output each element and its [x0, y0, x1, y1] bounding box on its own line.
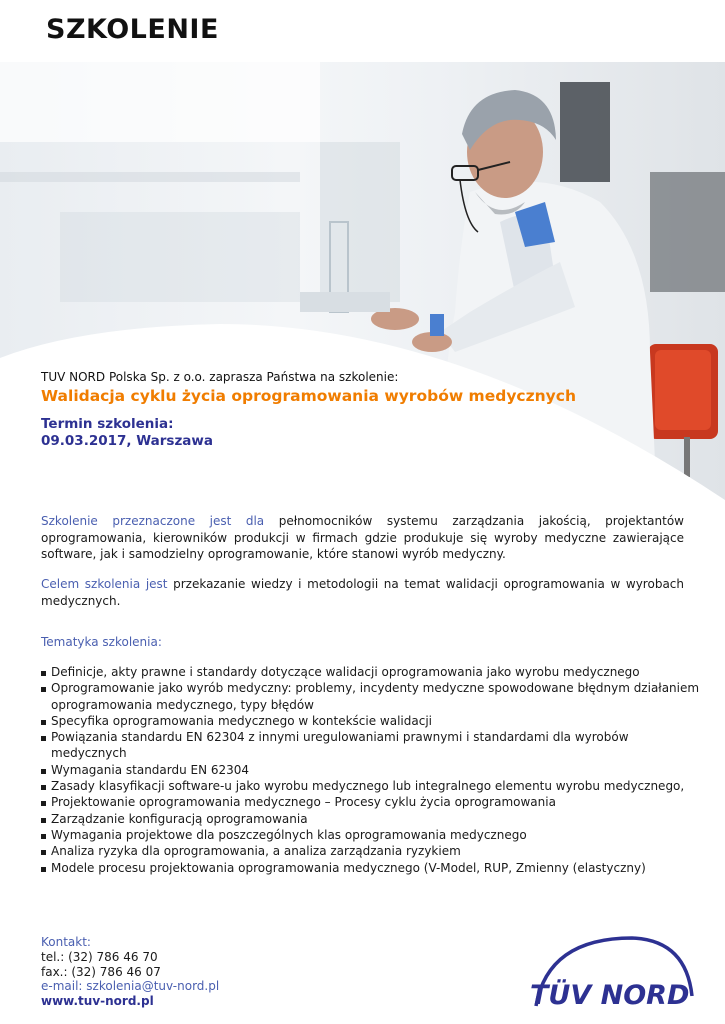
list-item: Powiązania standardu EN 62304 z innymi uregulowaniami prawnymi i standardami dla wyrobów medycznych [41, 729, 701, 762]
contact-block [41, 935, 219, 1009]
topics-label: Tematyka szkolenia: [41, 635, 162, 649]
list-item: Oprogramowanie jako wyrób medyczny: problemy, incydenty medyczne spowodowane błędnym działaniem oprogramowania medycznego, typy błędów [41, 680, 701, 713]
term-value: 09.03.2017, Warszawa [41, 433, 213, 449]
intro-text: TUV NORD Polska Sp. z o.o. zaprasza Państwa na szkolenie: [41, 370, 399, 384]
contact-fax: fax.: (32) 786 46 07 [41, 964, 161, 979]
tuv-nord-logo [528, 934, 694, 1012]
goal-text: przekazanie wiedzy i metodologii na temat walidacji oprogramowania w wyrobach medycznych. [41, 577, 684, 608]
topics-list [41, 664, 701, 876]
logo-text: TÜV NORD [530, 980, 690, 1011]
audience-paragraph [41, 513, 684, 563]
page-title: SZKOLENIE [46, 14, 219, 45]
list-item: Analiza ryzyka dla oprogramowania, a analiza zarządzania ryzykiem [41, 843, 701, 859]
goal-lead: Celem szkolenia jest [41, 577, 168, 591]
list-item: Projektowanie oprogramowania medycznego – Procesy cyklu życia oprogramowania [41, 794, 701, 810]
list-item: Wymagania standardu EN 62304 [41, 762, 701, 778]
contact-label: Kontakt: [41, 935, 91, 949]
audience-text: pełnomocników systemu zarządzania jakością, projektantów oprogramowania, kierowników produkcji w firmach gdzie produkuje się wyroby medyczne zawierające software, jak i samodzielny oprogramowanie, które stanowi wyrób medyczny. [41, 514, 684, 561]
list-item: Definicje, akty prawne i standardy dotyczące walidacji oprogramowania jako wyrobu medycznego [41, 664, 701, 680]
course-title: Walidacja cyklu życia oprogramowania wyrobów medycznych [41, 387, 576, 405]
list-item: Wymagania projektowe dla poszczególnych klas oprogramowania medycznego [41, 827, 701, 843]
list-item: Zarządzanie konfiguracją oprogramowania [41, 811, 701, 827]
list-item: Zasady klasyfikacji software-u jako wyrobu medycznego lub integralnego elementu wyrobu medycznego, [41, 778, 701, 794]
list-item: Specyfika oprogramowania medycznego w kontekście walidacji [41, 713, 701, 729]
term-label: Termin szkolenia: [41, 416, 174, 432]
list-item: Modele procesu projektowania oprogramowania medycznego (V-Model, RUP, Zmienny (elastyczny) [41, 860, 701, 876]
contact-email-link[interactable]: e-mail: szkolenia@tuv-nord.pl [41, 979, 220, 994]
audience-lead: Szkolenie przeznaczone jest dla [41, 514, 265, 528]
website-link[interactable]: www.tuv-nord.pl [41, 994, 154, 1009]
goal-paragraph [41, 576, 684, 609]
contact-phone: tel.: (32) 786 46 70 [41, 949, 158, 964]
